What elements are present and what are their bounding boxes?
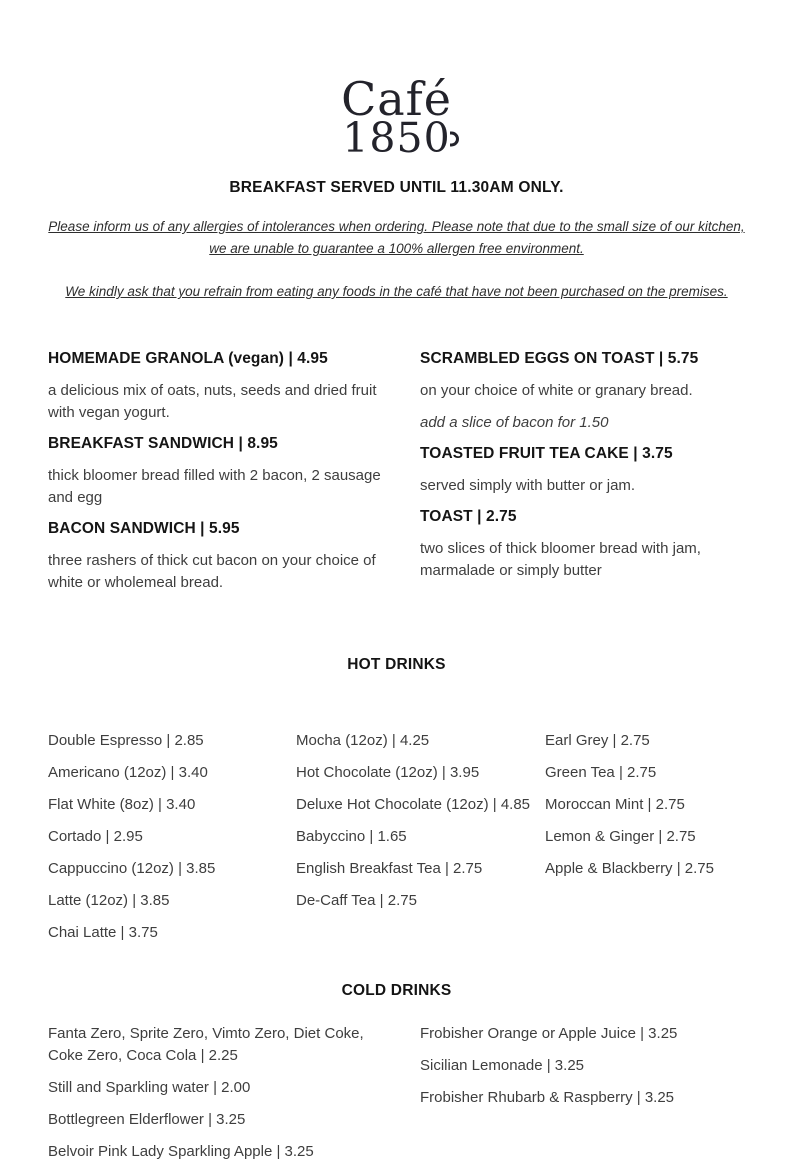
drink-item: Sicilian Lemonade | 3.25 [420,1057,585,1074]
drink-item: Bottlegreen Elderflower | 3.25 [48,1111,246,1128]
drink-item: Double Espresso | 2.85 [48,732,204,749]
menu-item-title: BACON SANDWICH | 5.95 [48,520,240,537]
cold-drinks-column-2 [420,1023,753,1173]
menu-item-desc: three rashers of thick cut bacon on your choice of white or wholemeal bread. [48,552,376,591]
drink-item: Moroccan Mint | 2.75 [545,796,685,813]
menu-item-note: add a slice of bacon for 1.50 [420,414,609,431]
menu-item-fruit-tea-cake [420,444,753,497]
allergy-disclaimer: Please inform us of any allergies of intolerances when ordering. Please note that due to the small size of our kitchen, we are unable to guarantee a 100% allergen free environment. [48,219,745,256]
drink-item: Babyccino | 1.65 [296,828,407,845]
menu-item-desc: two slices of thick bloomer bread with jam, marmalade or simply butter [420,540,701,579]
drink-item: Latte (12oz) | 3.85 [48,892,170,909]
breakfast-right-column [420,349,753,604]
drink-item: Hot Chocolate (12oz) | 3.95 [296,764,480,781]
drink-item: Mocha (12oz) | 4.25 [296,732,430,749]
menu-item-desc: served simply with butter or jam. [420,477,636,494]
drink-item: Cortado | 2.95 [48,828,143,845]
drink-item: Still and Sparkling water | 2.00 [48,1079,251,1096]
menu-item-title: SCRAMBLED EGGS ON TOAST | 5.75 [420,350,699,367]
menu-item-bacon-sandwich [48,519,390,594]
cold-drinks-column-1 [48,1023,390,1173]
drink-item: Frobisher Orange or Apple Juice | 3.25 [420,1025,678,1042]
drink-item: Green Tea | 2.75 [545,764,657,781]
drink-item: Belvoir Pink Lady Sparkling Apple | 3.25 [48,1143,314,1160]
drink-item: English Breakfast Tea | 2.75 [296,860,483,877]
menu-item-title: HOMEMADE GRANOLA (vegan) | 4.95 [48,350,328,367]
logo-cup-icon: 0 [423,114,451,162]
cold-drinks-section [0,1023,793,1173]
menu-item-scrambled-eggs [420,349,753,434]
logo-year-text [342,114,451,162]
menu-item-title: TOASTED FRUIT TEA CAKE | 3.75 [420,445,673,462]
breakfast-section [0,349,793,604]
logo-cafe-text: Café [341,72,452,126]
logo-year-prefix: 185 [342,114,424,162]
cold-drinks-heading: COLD DRINKS [341,982,452,999]
menu-item-title: BREAKFAST SANDWICH | 8.95 [48,435,278,452]
drink-item: De-Caff Tea | 2.75 [296,892,417,909]
hot-drinks-heading: HOT DRINKS [347,656,446,673]
drink-item: Lemon & Ginger | 2.75 [545,828,696,845]
drink-item: Earl Grey | 2.75 [545,732,650,749]
drink-item: Deluxe Hot Chocolate (12oz) | 4.85 [296,796,531,813]
menu-item-toast [420,507,753,582]
drink-item: Apple & Blackberry | 2.75 [545,860,714,877]
drink-item: Cappuccino (12oz) | 3.85 [48,860,216,877]
breakfast-served-notice: BREAKFAST SERVED UNTIL 11.30AM ONLY. [229,179,564,196]
hot-drinks-column-3 [545,730,753,954]
drink-item: Fanta Zero, Sprite Zero, Vimto Zero, Diet Coke, Coke Zero, Coca Cola | 2.25 [48,1025,364,1064]
menu-item-desc: a delicious mix of oats, nuts, seeds and dried fruit with vegan yogurt. [48,382,377,421]
hot-drinks-section [0,730,793,954]
menu-item-desc: on your choice of white or granary bread. [420,382,693,399]
drink-item: Americano (12oz) | 3.40 [48,764,208,781]
menu-item-breakfast-sandwich [48,434,390,509]
drink-item: Chai Latte | 3.75 [48,924,158,941]
cafe-1850-logo [0,0,793,162]
hot-drinks-column-1 [48,730,296,954]
breakfast-left-column [48,349,390,604]
hot-drinks-column-2 [296,730,545,954]
menu-item-granola [48,349,390,424]
premises-disclaimer: We kindly ask that you refrain from eating any foods in the café that have not been purchased on the premises. [65,284,728,299]
menu-item-desc: thick bloomer bread filled with 2 bacon, 2 sausage and egg [48,467,381,506]
drink-item: Flat White (8oz) | 3.40 [48,796,196,813]
drink-item: Frobisher Rhubarb & Raspberry | 3.25 [420,1089,675,1106]
menu-item-title: TOAST | 2.75 [420,508,517,525]
